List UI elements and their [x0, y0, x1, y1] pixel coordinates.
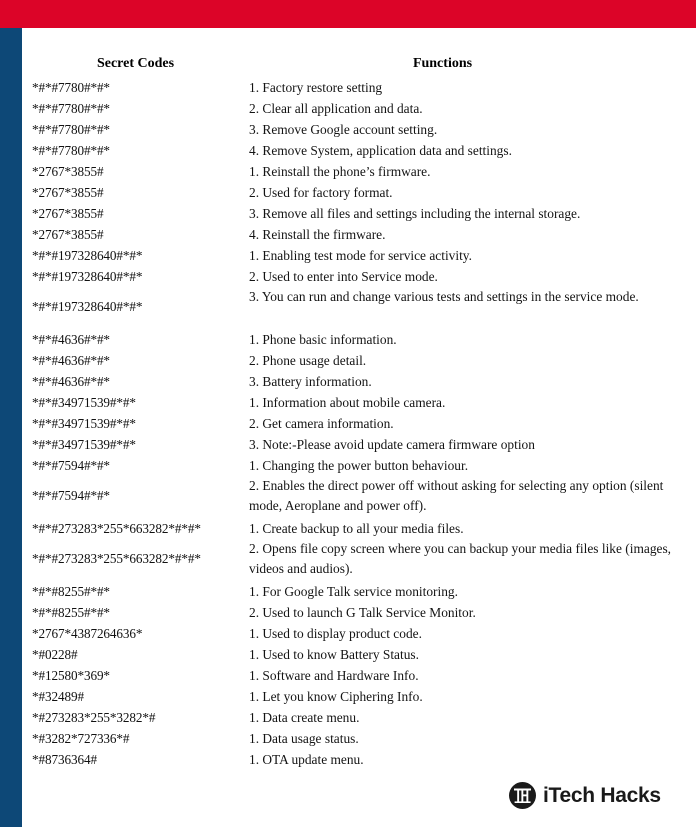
table-row — [22, 413, 696, 434]
brand-name: iTech Hacks — [543, 783, 661, 807]
function-description-cell: 2. Opens file copy screen where you can backup your media files like (images, videos and audios). — [249, 541, 672, 576]
secret-code-cell: *#*#7594#*#* — [32, 488, 110, 503]
secret-code-cell: *#0228# — [32, 647, 78, 662]
table-row — [22, 518, 696, 539]
table-row — [22, 266, 696, 287]
secret-code-cell: *2767*3855# — [32, 227, 104, 242]
table-row — [22, 140, 696, 161]
function-description-cell: 3. Remove all files and settings including the internal storage. — [249, 206, 581, 221]
table-row — [22, 182, 696, 203]
secret-code-cell: *#*#8255#*#* — [32, 584, 110, 599]
function-description-cell: 2. Used to launch G Talk Service Monitor. — [249, 605, 476, 620]
table-row — [22, 539, 696, 581]
secret-code-cell: *#*#4636#*#* — [32, 332, 110, 347]
function-description-cell: 4. Remove System, application data and settings. — [249, 143, 512, 158]
function-description-cell: 3. Remove Google account setting. — [249, 122, 438, 137]
secret-code-cell: *#*#7780#*#* — [32, 80, 110, 95]
table-row — [22, 644, 696, 665]
function-description-cell: 2. Phone usage detail. — [249, 353, 367, 368]
secret-code-cell: *#*#197328640#*#* — [32, 269, 143, 284]
secret-code-cell: *#*#273283*255*663282*#*#* — [32, 551, 201, 566]
table-row — [22, 329, 696, 350]
table-row — [22, 245, 696, 266]
function-description-cell: 3. Note:-Please avoid update camera firmware option — [249, 437, 535, 452]
left-blue-band — [0, 28, 22, 827]
table-row — [22, 350, 696, 371]
table-row — [22, 455, 696, 476]
function-description-cell: 1. Let you know Ciphering Info. — [249, 689, 423, 704]
secret-codes-table — [22, 28, 696, 770]
function-description-cell: 4. Reinstall the firmware. — [249, 227, 386, 242]
secret-code-cell: *#*#4636#*#* — [32, 374, 110, 389]
secret-code-cell: *#8736364# — [32, 752, 97, 767]
table-row — [22, 707, 696, 728]
secret-code-cell: *#*#7780#*#* — [32, 143, 110, 158]
secret-code-cell: *2767*3855# — [32, 206, 104, 221]
table-row — [22, 224, 696, 245]
table-row — [22, 203, 696, 224]
secret-code-cell: *#*#273283*255*663282*#*#* — [32, 521, 201, 536]
secret-code-cell: *#*#197328640#*#* — [32, 248, 143, 263]
secret-code-cell: *#273283*255*3282*# — [32, 710, 156, 725]
secret-code-cell: *#3282*727336*# — [32, 731, 130, 746]
secret-code-cell: *2767*3855# — [32, 164, 104, 179]
table-row — [22, 686, 696, 707]
table-row — [22, 77, 696, 98]
secret-code-cell: *#12580*369* — [32, 668, 110, 683]
table-row — [22, 98, 696, 119]
top-red-band — [0, 0, 696, 28]
function-description-cell: 1. Data usage status. — [249, 731, 359, 746]
function-description-cell: 3. You can run and change various tests and settings in the service mode. — [249, 289, 639, 304]
table-row — [22, 392, 696, 413]
secret-code-cell: *#*#7594#*#* — [32, 458, 110, 473]
table-row — [22, 581, 696, 602]
secret-code-cell: *#*#4636#*#* — [32, 353, 110, 368]
function-description-cell: 1. OTA update menu. — [249, 752, 364, 767]
secret-code-cell: *#*#197328640#*#* — [32, 299, 143, 314]
table-row — [22, 434, 696, 455]
function-description-cell: 1. Create backup to all your media files. — [249, 521, 464, 536]
function-description-cell: 1. Enabling test mode for service activity. — [249, 248, 472, 263]
brand-logo — [509, 782, 661, 809]
column-header-functions: Functions — [412, 56, 473, 71]
table-row — [22, 749, 696, 770]
table-row — [22, 161, 696, 182]
function-description-cell: 2. Used to enter into Service mode. — [249, 269, 438, 284]
table-row — [22, 371, 696, 392]
table-row — [22, 119, 696, 140]
table-body — [22, 77, 696, 770]
secret-code-cell: *#*#34971539#*#* — [32, 437, 136, 452]
function-description-cell: 1. Reinstall the phone’s firmware. — [249, 164, 431, 179]
secret-code-cell: *#*#34971539#*#* — [32, 395, 136, 410]
secret-code-cell: *2767*3855# — [32, 185, 104, 200]
function-description-cell: 1. Changing the power button behaviour. — [249, 458, 469, 473]
table-row — [22, 602, 696, 623]
column-header-secret-codes: Secret Codes — [96, 56, 175, 71]
table-row — [22, 287, 696, 329]
secret-code-cell: *#*#7780#*#* — [32, 101, 110, 116]
function-description-cell: 1. Used to display product code. — [249, 626, 422, 641]
secret-code-cell: *#*#8255#*#* — [32, 605, 110, 620]
function-description-cell: 2. Get camera information. — [249, 416, 394, 431]
function-description-cell: 2. Enables the direct power off without asking for selecting any option (silent mode, Aeroplane and power off). — [249, 478, 664, 513]
table-row — [22, 728, 696, 749]
table-row — [22, 665, 696, 686]
document-page — [22, 28, 696, 827]
function-description-cell: 1. For Google Talk service monitoring. — [249, 584, 458, 599]
secret-code-cell: *#*#7780#*#* — [32, 122, 110, 137]
function-description-cell: 1. Software and Hardware Info. — [249, 668, 419, 683]
table-header-row — [22, 56, 696, 72]
secret-code-cell: *#32489# — [32, 689, 84, 704]
secret-code-cell: *#*#34971539#*#* — [32, 416, 136, 431]
function-description-cell: 1. Data create menu. — [249, 710, 360, 725]
function-description-cell: 3. Battery information. — [249, 374, 372, 389]
function-description-cell: 1. Phone basic information. — [249, 332, 397, 347]
itech-hacks-badge-icon — [509, 782, 536, 809]
function-description-cell: 1. Factory restore setting — [249, 80, 383, 95]
table-row — [22, 623, 696, 644]
function-description-cell: 2. Clear all application and data. — [249, 101, 423, 116]
table-row — [22, 476, 696, 518]
function-description-cell: 1. Information about mobile camera. — [249, 395, 446, 410]
function-description-cell: 2. Used for factory format. — [249, 185, 393, 200]
function-description-cell: 1. Used to know Battery Status. — [249, 647, 419, 662]
secret-code-cell: *2767*4387264636* — [32, 626, 143, 641]
